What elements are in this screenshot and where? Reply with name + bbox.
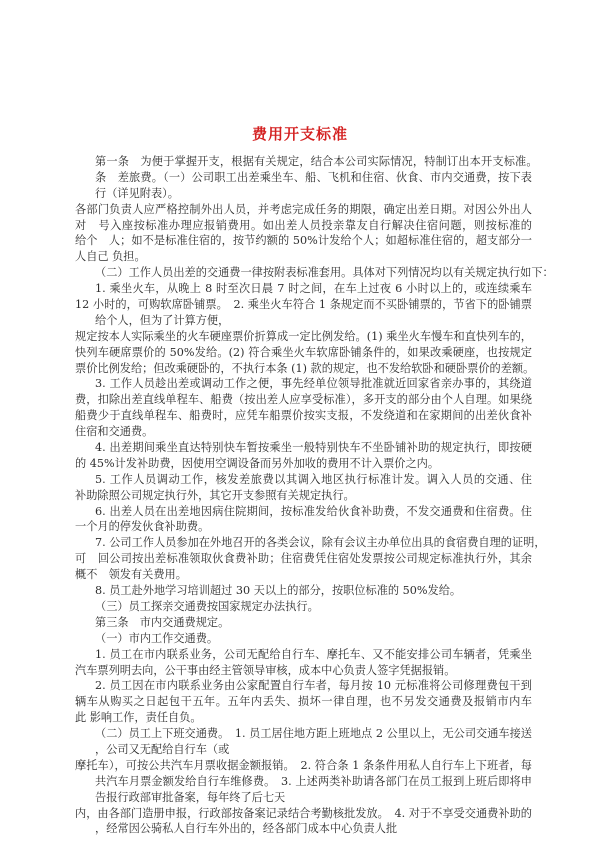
text-line: 住宿和交通费。	[75, 425, 154, 439]
text-line: 12 小时的，可购软席卧铺票。 2. 乘坐火车符合 1 条规定而不买卧铺票的，节省下的卧铺票	[75, 298, 532, 312]
text-line: 5. 工作人员调动工作，核发差旅费以其调入地区执行标准计发。调入人员的交通、住	[95, 472, 532, 486]
document-body	[75, 154, 554, 837]
text-line: 快列车硬席票价的 50%发给。(2) 符合乘坐火车软席卧铺条件的，如果改乘硬座，也按规定	[75, 345, 532, 359]
text-line: 一个月的停发伙食补助费。	[75, 520, 210, 534]
text-line: 的 45%计发补助费，因使用空调设备而另外加收的费用不计入票价之内。	[75, 456, 440, 470]
text-line: （二）员工上下班交通费。 1. 员工居住地方距上班地点 2 公里以上，无公司交通车接送	[95, 727, 532, 741]
text-line: 对 号入座按标准办理应报销费用。如出差人员投亲靠友自行解决住宿问题，则按标准的	[75, 218, 532, 232]
text-line: （二）工作人员出差的交通费一律按附表标准套用。具体对下列情况均以有关规定执行如下：	[95, 266, 554, 280]
text-line: 辆车从购买之日起包干五年。五年内丢失、损坏一律自理，也不另发交通费及报销市内车	[75, 695, 532, 709]
document-title: 费用开支标准	[251, 125, 348, 143]
text-line: 各部门负责人应严格控制外出人员，并考虑完成任务的期限，确定出差日期。对因公外出人	[75, 202, 532, 216]
text-line: 船费少于直线单程车、船费时，应凭车船票价按实支报，不发绕道和在家期间的出差伙食补	[75, 409, 532, 423]
text-line: 此 影响工作，责任自负。	[75, 711, 202, 725]
text-line: 3. 工作人员趁出差或调动工作之便，事先经单位领导批准就近回家省亲办事的，其绕道	[95, 377, 532, 391]
text-line: 1. 乘坐火车，从晚上 8 时至次日晨 7 时之间，在车上过夜 6 小时以上的，或连续乘车	[95, 282, 532, 296]
text-line: （三）员工探亲交通费按国家规定办法执行。	[95, 599, 319, 613]
text-line: ，公司又无配给自行车（或	[95, 742, 230, 756]
text-line: 给个 人；如不是标准住宿的，按节约额的 50%计发给个人；如超标准住宿的，超支部分一	[75, 234, 532, 248]
text-line: 8. 员工赴外地学习培训超过 30 天以上的部分，按职位标准的 50%发给。	[95, 584, 462, 598]
text-line: （一）市内工作交通费。	[95, 631, 219, 645]
text-line: 费，扣除出差直线单程车、船费（按出差人应享受标准），多开支的部分由个人自理。如果绕	[75, 393, 532, 407]
text-line: 补助除照公司规定执行外，其它开支参照有关规定执行。	[75, 488, 355, 502]
text-line: 第一条 为便于掌握开支，根据有关规定，结合本公司实际情况，特制订出本开支标准。	[95, 155, 532, 168]
text-line: 人自己 负担。	[75, 250, 146, 264]
text-line: 6. 出差人员在出差地因病住院期间，按标准发给伙食补助费，不发交通费和住宿费。住	[95, 504, 532, 518]
text-line: 告报行政部审批备案，每年终了后七天	[95, 790, 286, 804]
text-line: 汽车票列明去向，公干事由经主管领导审核，成本中心负责人签字凭据报销。	[75, 663, 456, 677]
text-line: 规定按本人实际乘坐的火车硬座票价折算成一定比例发给。(1) 乘坐火车慢车和直快列车的，	[75, 329, 532, 343]
text-line: 可 回公司按出差标准领取伙食费补助；住宿费凭住宿处发票按公司规定标准执行外，其余	[75, 552, 532, 566]
text-line: 条 差旅费。（一）公司职工出差乘坐车、船、飞机和住宿、伙食、市内交通费，按下表	[95, 170, 532, 184]
text-line: ，经常因公骑私人自行车外出的，经各部门成本中心负责人批	[95, 822, 398, 836]
text-line: 给个人，但为了计算方便，	[95, 313, 230, 327]
text-line: 内，由各部门造册申报，行政部按备案记录结合考勤核批发放。 4. 对于不享受交通费补助的	[75, 806, 532, 820]
text-line: 票价比例发给；但改乘硬卧的，不执行本条 (1) 款的规定，也不发给软卧和硬卧票价的差额。	[75, 361, 535, 375]
text-line: 4. 出差期间乘坐直达特别快车暂按乘坐一般特别快车不坐卧铺补助的规定执行，即按硬	[95, 441, 532, 455]
text-line: 7. 公司工作人员参加在外地召开的各类会议，除有会议主办单位出具的食宿费自理的证明，	[95, 536, 546, 550]
text-line: 概不 领发有关费用。	[75, 568, 187, 582]
text-line: 1. 员工在市内联系业务，公司无配给自行车、摩托车、又不能安排公司车辆者，凭乘坐	[95, 647, 532, 661]
text-line: 2. 员工因在市内联系业务由公家配置自行车者，每月按 10 元标准将公司修理费包干到	[95, 679, 532, 693]
text-line: 行（详见附表）。	[95, 186, 179, 200]
text-line: 摩托车），可按公共汽车月票收据金额报销。 2. 符合条 1 条条件用私人自行车上下班者，每	[75, 758, 532, 772]
text-line: 共汽车月票金额发给自行车维修费。 3. 上述两类补助请各部门在员工报到上班后即将申	[95, 774, 532, 788]
text-line: 第三条 市内交通费规定。	[95, 615, 230, 629]
